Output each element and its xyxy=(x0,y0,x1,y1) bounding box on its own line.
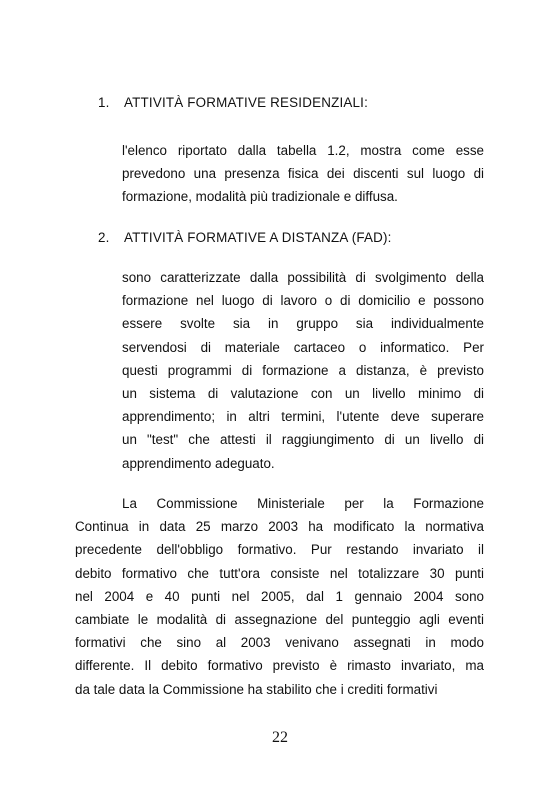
text-line: formazione, modalità più tradizionale e diffusa. xyxy=(122,189,398,205)
item-description-residenziali xyxy=(122,139,484,209)
heading-text: ATTIVITÀ FORMATIVE RESIDENZIALI: xyxy=(124,95,368,110)
text-line: La Commissione Ministeriale per la Formazione xyxy=(122,496,484,511)
text-line: essere svolte sia in gruppo sia individualmente xyxy=(122,316,484,332)
text-line: cambiate le modalità di assegnazione del punteggio agli eventi xyxy=(75,612,484,628)
list-number: 1. xyxy=(98,95,110,110)
text-line: debito formativo che tutt'ora consiste nel totalizzare 30 punti xyxy=(75,565,484,581)
body-paragraph xyxy=(75,492,484,701)
text-line: apprendimento adeguato. xyxy=(122,455,275,471)
text-line: precedente dell'obbligo formativo. Pur restando invariato il xyxy=(75,542,484,558)
text-line: questi programmi di formazione a distanza, è previsto xyxy=(122,362,484,378)
text-line: formazione nel luogo di lavoro o di domicilio e possono xyxy=(122,293,484,309)
text-line: sono caratterizzate dalla possibilità di svolgimento della xyxy=(122,270,484,285)
text-line: un "test" che attesti il raggiungimento di un livello di xyxy=(122,432,484,448)
text-line: formativi che sino al 2003 venivano assegnati in modo xyxy=(75,635,484,651)
section-heading-distanza xyxy=(98,230,392,245)
text-line: da tale data la Commissione ha stabilito che i crediti formativi xyxy=(75,681,438,697)
page-number: 22 xyxy=(272,729,288,746)
text-line: un sistema di valutazione con un livello minimo di xyxy=(122,386,484,402)
text-line: l'elenco riportato dalla tabella 1.2, mostra come esse xyxy=(122,143,484,158)
text-line: prevedono una presenza fisica dei discenti sul luogo di xyxy=(122,166,484,182)
text-line: differente. Il debito formativo previsto è rimasto invariato, ma xyxy=(75,658,484,674)
item-description-distanza xyxy=(122,266,484,475)
text-line: servendosi di materiale cartaceo o informatico. Per xyxy=(122,339,484,355)
section-heading-residenziali xyxy=(98,95,368,110)
heading-text: ATTIVITÀ FORMATIVE A DISTANZA (FAD): xyxy=(124,230,392,245)
text-line: Continua in data 25 marzo 2003 ha modificato la normativa xyxy=(75,519,484,535)
list-number: 2. xyxy=(98,230,110,245)
text-line: apprendimento; in altri termini, l'utente deve superare xyxy=(122,409,484,425)
text-line: nel 2004 e 40 punti nel 2005, dal 1 gennaio 2004 sono xyxy=(75,588,484,604)
